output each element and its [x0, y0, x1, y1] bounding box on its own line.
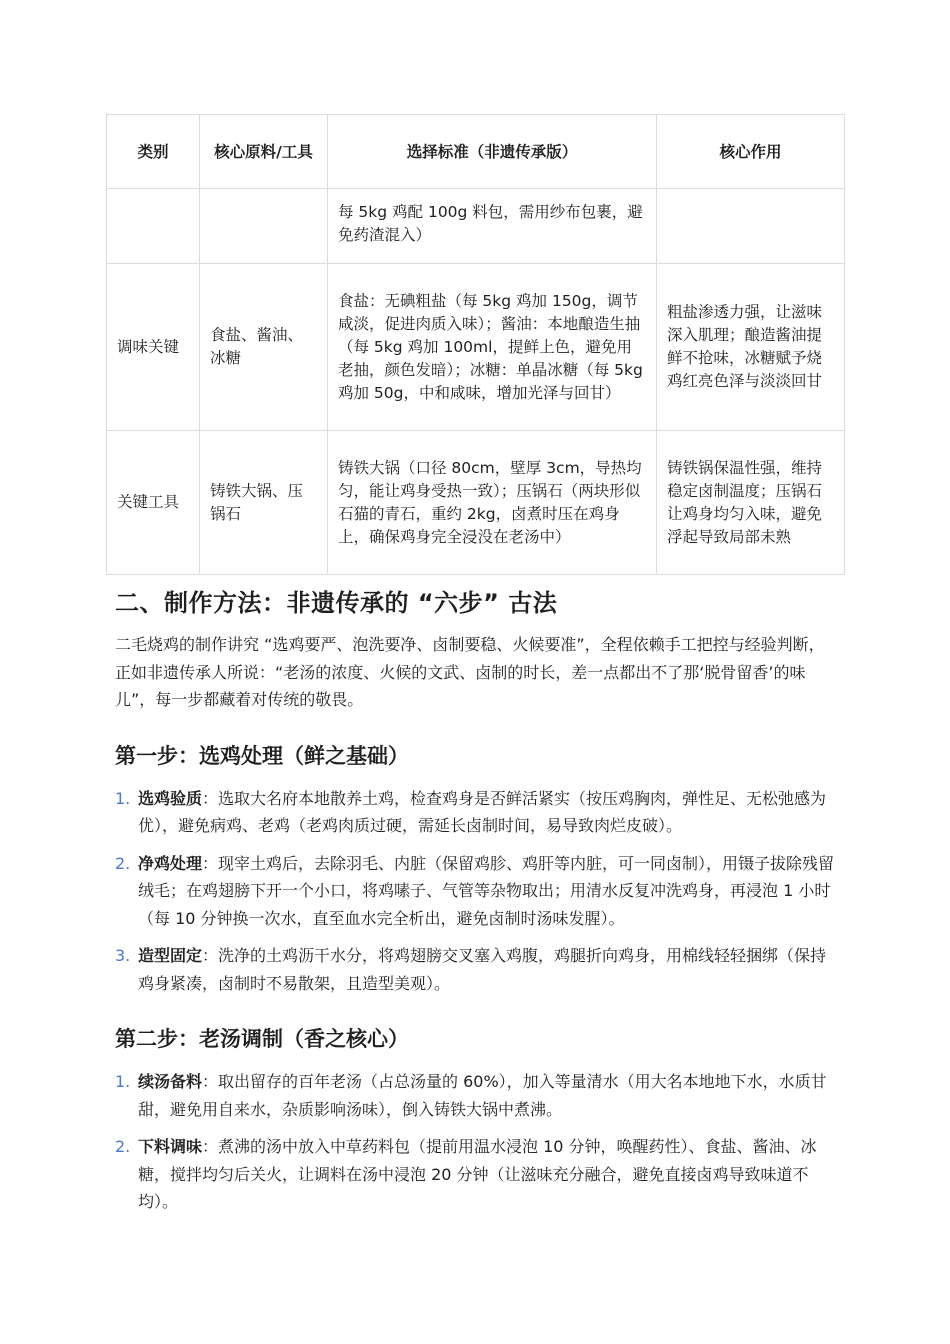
header-category: 类别: [107, 115, 200, 189]
table-row: [107, 264, 845, 431]
list-item-text: ：取出留存的百年老汤（占总汤量的 60%），加入等量清水（用大名本地地下水，水质甘甜，避免用自来水，杂质影响汤味），倒入铸铁大锅中煮沸。: [138, 1072, 827, 1119]
step1-list: [115, 785, 837, 998]
cell-category: [107, 189, 200, 264]
list-item-lead: 续汤备料: [138, 1072, 203, 1091]
cell-standard: 食盐：无碘粗盐（每 5kg 鸡加 150g，调节咸淡，促进肉质入味）；酱油：本地酿造生抽（每 5kg 鸡加 100ml，提鲜上色，避免用老抽，颜色发暗）；冰糖：单晶冰糖（每 5kg 鸡加 50g，中和咸味，增加光泽与回甘）: [328, 264, 657, 431]
step2-title: 第二步：老汤调制（香之核心）: [115, 1027, 409, 1051]
document-page: [106, 114, 844, 1226]
list-item-lead: 净鸡处理: [138, 853, 203, 873]
header-material: 核心原料/工具: [200, 115, 328, 189]
step2-list: [115, 1068, 837, 1216]
list-number: 2.: [115, 853, 131, 873]
list-item-lead: 造型固定: [138, 946, 203, 965]
list-item-text: ：选取大名府本地散养土鸡，检查鸡身是否鲜活紧实（按压鸡胸肉，弹性足、无松弛感为优），避免病鸡、老鸡（老鸡肉质过硬，需延长卤制时间，易导致肉烂皮破）。: [138, 788, 827, 835]
cell-effect: [657, 189, 845, 264]
list-item: [115, 1068, 837, 1123]
table-row: [107, 431, 845, 575]
cell-standard: 每 5kg 鸡配 100g 料包，需用纱布包裹，避免药渣混入）: [328, 189, 657, 264]
cell-material: [200, 189, 328, 264]
list-item-lead: 下料调味: [138, 1137, 203, 1156]
table-header-row: [107, 115, 845, 189]
cell-effect: 粗盐渗透力强，让滋味深入肌理；酿造酱油提鲜不抢味，冰糖赋予烧鸡红亮色泽与淡淡回甘: [657, 264, 845, 431]
cell-material: 铸铁大锅、压锅石: [200, 431, 328, 575]
cell-effect: 铸铁锅保温性强，维持稳定卤制温度；压锅石让鸡身均匀入味，避免浮起导致局部未熟: [657, 431, 845, 575]
cell-category: 关键工具: [107, 431, 200, 575]
list-number: 1.: [115, 788, 131, 808]
step1-title: 第一步：选鸡处理（鲜之基础）: [115, 743, 409, 768]
list-item-text: ：洗净的土鸡沥干水分，将鸡翅膀交叉塞入鸡腹，鸡腿折向鸡身，用棉线轻轻捆绑（保持鸡身紧凑，卤制时不易散架，且造型美观）。: [138, 946, 827, 993]
list-item: [115, 850, 837, 933]
ingredients-table: [106, 114, 845, 575]
list-item: [115, 942, 837, 997]
list-number: 1.: [115, 1072, 131, 1091]
list-item-text: ：煮沸的汤中放入中草药料包（提前用温水浸泡 10 分钟，唤醒药性）、食盐、酱油、冰糖，搅拌均匀后关火，让调料在汤中浸泡 20 分钟（让滋味充分融合，避免直接卤鸡导致味道不均）。: [138, 1137, 817, 1211]
cell-standard: 铸铁大锅（口径 80cm，壁厚 3cm，导热均匀，能让鸡身受热一致）；压锅石（两块形似石猫的青石，重约 2kg，卤煮时压在鸡身上，确保鸡身完全浸没在老汤中）: [328, 431, 657, 575]
list-number: 2.: [115, 1137, 131, 1156]
section-title: 二、制作方法：非遗传承的 “六步” 古法: [115, 589, 558, 617]
cell-category: 调味关键: [107, 264, 200, 431]
list-number: 3.: [115, 946, 131, 965]
table-row: [107, 189, 845, 264]
list-item: [115, 1133, 837, 1216]
list-item-lead: 选鸡验质: [138, 788, 203, 808]
list-item: [115, 785, 837, 840]
section-intro: 二毛烧鸡的制作讲究 “选鸡要严、泡洗要净、卤制要稳、火候要准”，全程依赖手工把控与经验判断，正如非遗传承人所说：“老汤的浓度、火候的文武、卤制的时长，差一点都出不了那‘脱骨留香’的味儿”，每一步都藏着对传统的敬畏。: [115, 635, 825, 709]
cell-material: 食盐、酱油、冰糖: [200, 264, 328, 431]
header-standard: 选择标准（非遗传承版）: [328, 115, 657, 189]
list-item-text: ：现宰土鸡后，去除羽毛、内脏（保留鸡胗、鸡肝等内脏，可一同卤制），用镊子拔除残留绒毛；在鸡翅膀下开一个小口，将鸡嗉子、气管等杂物取出；用清水反复冲洗鸡身，再浸泡 1 小时（每 10 分钟换一次水，直至血水完全析出，避免卤制时汤味发腥）。: [138, 853, 835, 928]
header-effect: 核心作用: [657, 115, 845, 189]
